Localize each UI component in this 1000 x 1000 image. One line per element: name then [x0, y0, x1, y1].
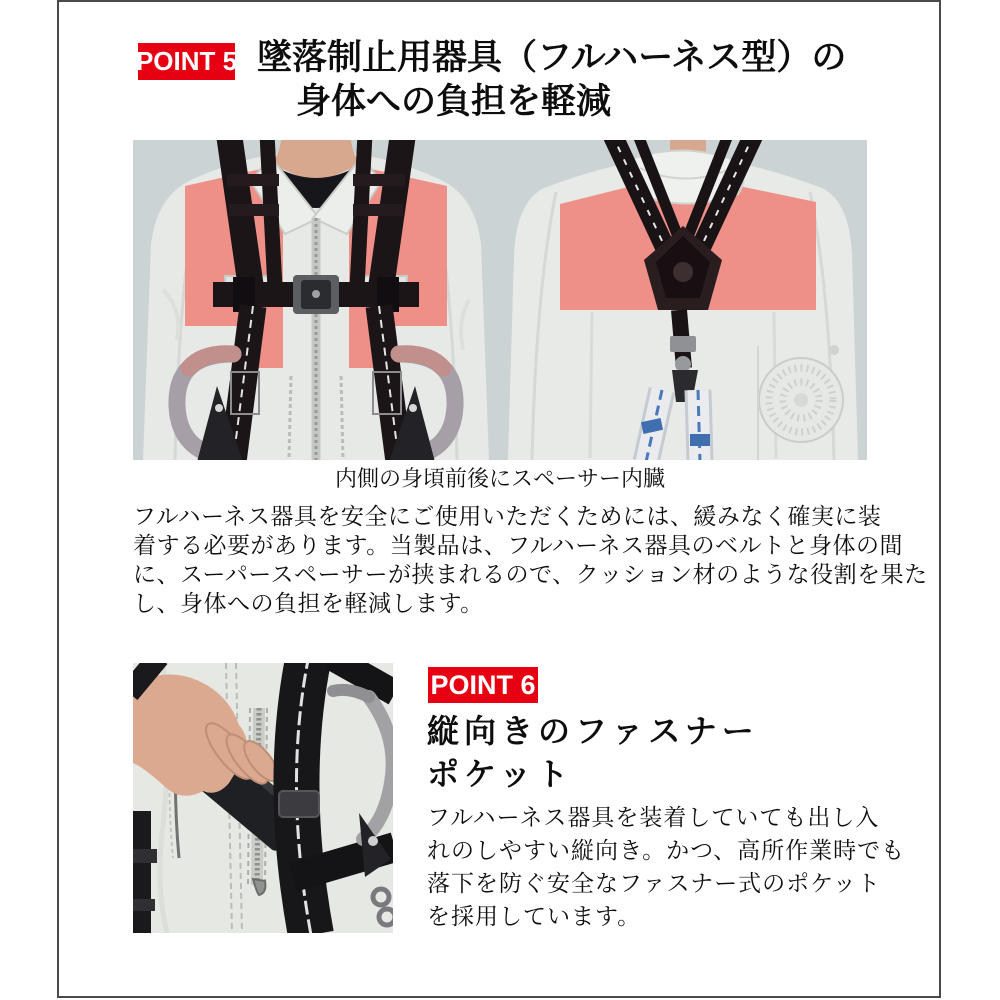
harness-front-view-photo: [133, 140, 500, 460]
point5-title: [257, 36, 846, 124]
point6-title: [427, 710, 759, 796]
point5-photo-caption: 内側の身頃前後にスペーサー内臓: [334, 466, 665, 491]
point5-title-line1: 墜落制止用器具（フルハーネス型）の: [257, 38, 847, 77]
point5-body-line: に、スーパースペーサーが挟まれるので、クッション材のような役割を果た: [133, 561, 928, 587]
point6-badge: POINT 6: [428, 667, 538, 703]
point5-body-text: [133, 502, 928, 618]
point5-body-line: 着する必要があります。当製品は、フルハーネス器具のベルトと身体の間: [133, 532, 903, 558]
point6-body-line: フルハーネス器具を装着していても出し入: [427, 804, 880, 830]
point6-body-line: を採用しています。: [427, 903, 642, 929]
point5-title-line2: 身体への負担を軽減: [296, 82, 612, 121]
point6-body-line: れのしやすい縦向き。かつ、高所作業時でも: [427, 837, 906, 863]
point6-body-text: [427, 801, 905, 933]
fan-vent-graphic: [759, 358, 843, 442]
point5-badge: POINT 5: [138, 43, 235, 80]
zipper-pocket-photo: [133, 663, 393, 933]
harness-back-view-photo: [500, 140, 867, 460]
point5-body-line: し、身体への負担を軽減します。: [133, 590, 484, 616]
point6-title-line1: 縦向きのファスナー: [427, 713, 759, 749]
point6-title-line2: ポケット: [427, 756, 574, 792]
point6-body-line: 落下を防ぐ安全なファスナー式のポケット: [427, 870, 881, 896]
point5-body-line: フルハーネス器具を安全にご使用いただくためには、緩みなく確実に装: [133, 503, 882, 529]
